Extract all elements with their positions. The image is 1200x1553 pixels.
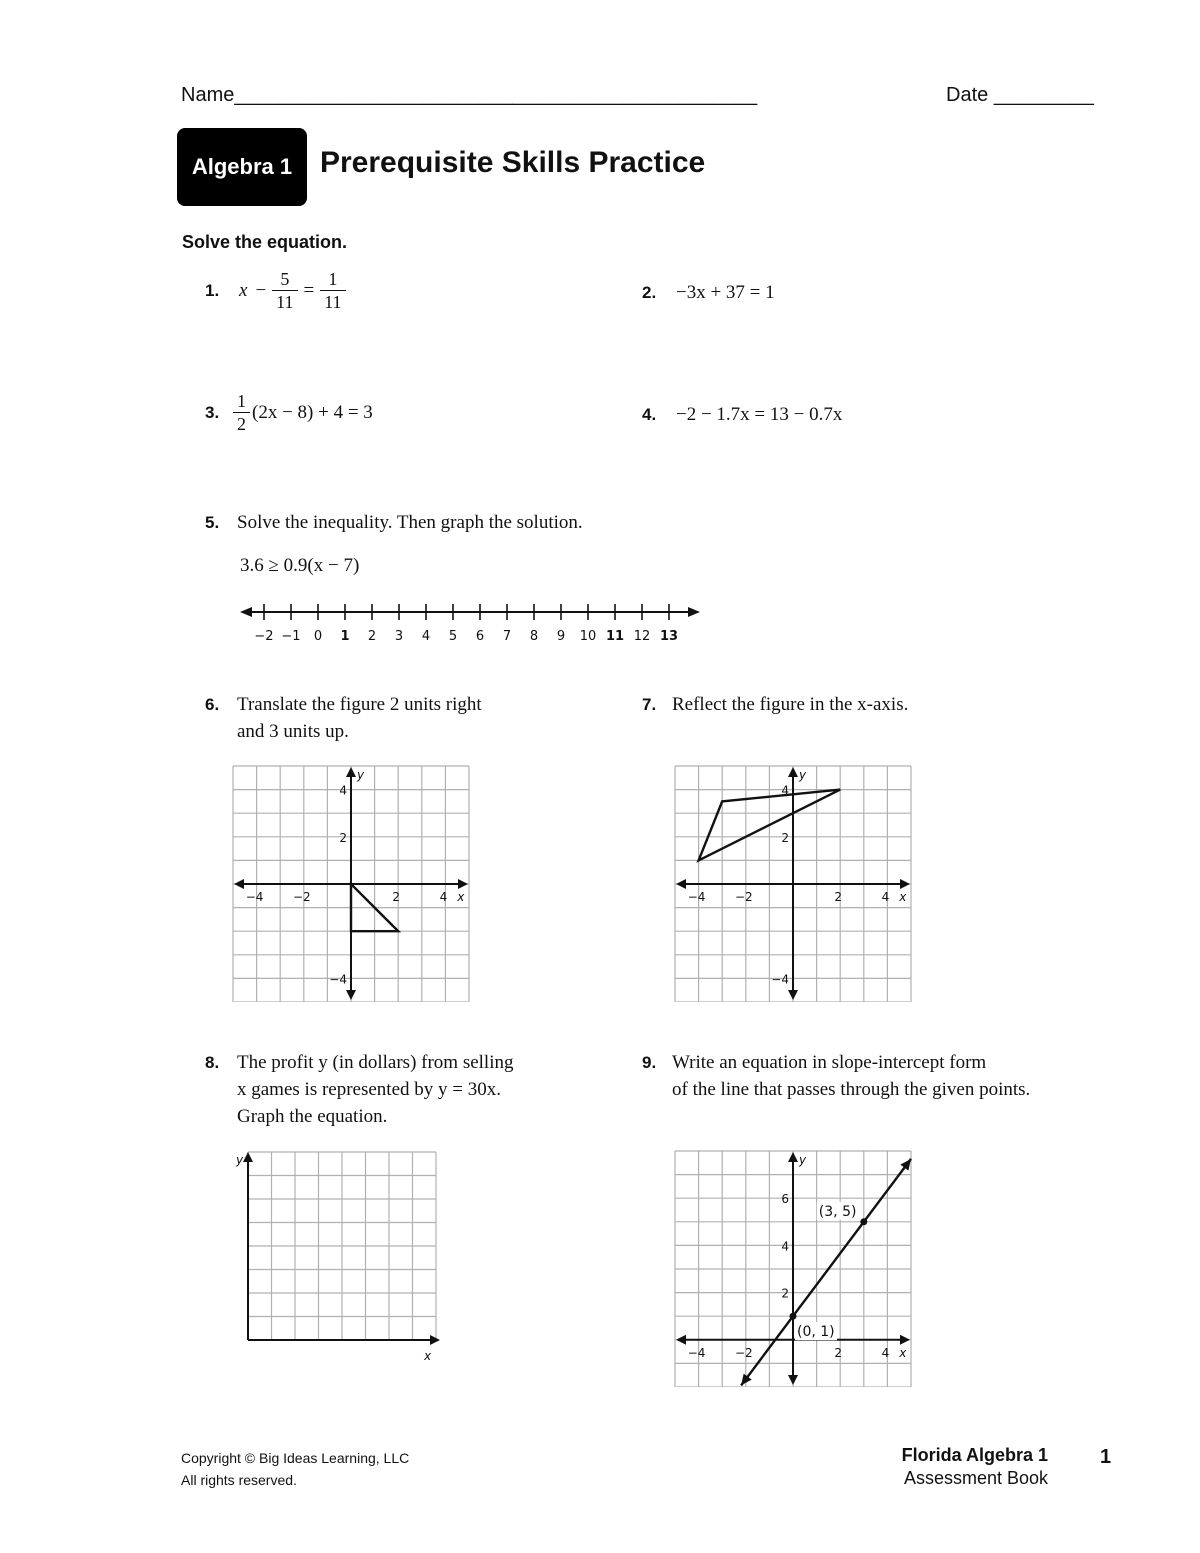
problem-text: Reflect the figure in the x-axis. xyxy=(672,694,909,715)
equals: = xyxy=(303,279,315,301)
problem-number: 8. xyxy=(205,1053,220,1072)
x-tick-label: 4 xyxy=(439,890,448,904)
number-line-label: 8 xyxy=(529,629,539,644)
name-line[interactable] xyxy=(181,84,757,107)
number-line[interactable] xyxy=(236,598,706,650)
copyright: Copyright © Big Ideas Learning, LLC xyxy=(181,1450,410,1466)
copyright-block xyxy=(181,1447,409,1491)
x-axis-label: x xyxy=(424,1349,432,1362)
equation: (2x − 8) + 4 = 3 xyxy=(252,401,373,423)
number-line-label: 13 xyxy=(659,629,679,644)
x-tick-label: −4 xyxy=(687,1345,706,1360)
y-arrow-icon xyxy=(788,767,798,777)
number-line-label: 11 xyxy=(605,629,625,644)
problem-text-line3: Graph the equation. xyxy=(237,1106,388,1127)
fraction xyxy=(233,390,250,435)
problem-number: 5. xyxy=(205,513,220,532)
problem-1 xyxy=(205,268,352,313)
problem-6 xyxy=(205,691,482,745)
right-arrow-icon xyxy=(688,607,700,617)
x-axis-label: x xyxy=(899,1345,907,1360)
x-tick-label: −2 xyxy=(734,1345,753,1360)
x-tick-label: −4 xyxy=(245,890,264,904)
coordinate-grid-7[interactable] xyxy=(674,765,912,1002)
problem-8 xyxy=(205,1049,514,1130)
number-line-label: 9 xyxy=(556,629,566,644)
x-arrow-icon xyxy=(234,879,244,889)
problem-text-line1: Translate the figure 2 units right xyxy=(237,694,482,715)
x-arrow-icon xyxy=(676,879,686,889)
y-axis-label: y xyxy=(357,768,365,782)
coordinate-grid-8[interactable] xyxy=(232,1150,442,1362)
number-line-label: 6 xyxy=(475,629,485,644)
number-line-label: 10 xyxy=(579,629,597,644)
y-arrow-icon xyxy=(346,767,356,777)
y-tick-label: 6 xyxy=(781,1192,789,1207)
number-line-label: −2 xyxy=(254,629,274,644)
y-axis-label: y xyxy=(799,1153,807,1167)
name-blank[interactable]: _______________________________________________ xyxy=(234,84,758,106)
problem-text-line2: of the line that passes through the given points. xyxy=(672,1079,1031,1100)
denominator: 2 xyxy=(233,412,250,435)
fraction xyxy=(272,268,297,313)
problem-text-line1: The profit y (in dollars) from selling xyxy=(237,1052,514,1073)
number-line-label: 2 xyxy=(367,629,377,644)
fraction xyxy=(320,268,345,313)
problem-text-line1: Write an equation in slope-intercept form xyxy=(672,1052,987,1073)
problem-7 xyxy=(642,691,908,718)
coordinate-grid-6[interactable] xyxy=(232,765,470,1002)
problem-number: 3. xyxy=(205,402,220,422)
book-info xyxy=(870,1444,1048,1490)
y-axis-label: y xyxy=(799,768,807,782)
date-line[interactable] xyxy=(946,84,1094,107)
course-badge-label: Algebra 1 xyxy=(191,154,293,179)
y-tick-label: 2 xyxy=(781,1286,789,1301)
x-axis-label: x xyxy=(457,890,465,904)
point-label: (3, 5) xyxy=(818,1203,857,1220)
y-tick-label: −4 xyxy=(771,972,789,987)
point-label: (0, 1) xyxy=(797,1324,835,1341)
left-arrow-icon xyxy=(240,607,252,617)
y-axis-label: y xyxy=(236,1153,244,1167)
operator: − xyxy=(255,279,267,301)
page-number: 1 xyxy=(1100,1446,1112,1468)
numerator: 5 xyxy=(280,269,290,289)
coordinate-grid-9[interactable] xyxy=(674,1150,912,1387)
number-line-label: 0 xyxy=(313,629,323,644)
x-tick-label: 2 xyxy=(834,890,843,904)
book-title: Florida Algebra 1 xyxy=(901,1445,1048,1465)
y-tick-label: 4 xyxy=(339,783,347,798)
x-arrow-icon xyxy=(430,1335,440,1345)
number-line-label: 7 xyxy=(502,629,512,644)
problem-number: 9. xyxy=(642,1053,657,1072)
problem-number: 1. xyxy=(205,280,220,300)
name-label: Name xyxy=(181,84,235,106)
data-point xyxy=(790,1313,797,1320)
x-tick-label: −2 xyxy=(292,890,311,904)
y-arrow-icon xyxy=(788,1152,798,1162)
x-tick-label: 4 xyxy=(881,1345,890,1360)
number-line-label: 3 xyxy=(394,629,404,644)
y-tick-label: 2 xyxy=(781,830,789,845)
book-subtitle: Assessment Book xyxy=(903,1468,1048,1488)
y-arrow-icon xyxy=(788,990,798,1000)
problem-4 xyxy=(642,404,842,426)
y-arrow-icon xyxy=(346,990,356,1000)
x-tick-label: 2 xyxy=(392,890,401,904)
problem-3 xyxy=(205,390,373,435)
problem-number: 7. xyxy=(642,695,657,714)
problem-text-line2: x games is represented by y = 30x. xyxy=(237,1079,501,1100)
x-axis-label: x xyxy=(899,890,907,904)
problem-number: 2. xyxy=(642,283,657,302)
y-tick-label: 4 xyxy=(781,1239,789,1254)
y-tick-label: 4 xyxy=(781,783,789,798)
numerator: 1 xyxy=(328,269,338,289)
problem-text: Solve the inequality. Then graph the solution. xyxy=(237,512,583,533)
x-tick-label: 4 xyxy=(881,890,890,904)
y-arrow-icon xyxy=(243,1152,253,1162)
section-instruction: Solve the equation. xyxy=(182,232,348,252)
x-arrow-icon xyxy=(900,879,910,889)
number-line-label: 4 xyxy=(421,629,431,644)
inequality: 3.6 ≥ 0.9(x − 7) xyxy=(240,555,360,576)
date-blank[interactable]: _________ xyxy=(993,84,1094,106)
problem-number: 4. xyxy=(642,405,657,424)
x-tick-label: 2 xyxy=(834,1345,843,1360)
date-label: Date xyxy=(946,84,989,106)
problem-text-line2: and 3 units up. xyxy=(237,721,349,742)
problem-number: 6. xyxy=(205,695,220,714)
rights: All rights reserved. xyxy=(181,1472,297,1488)
page-title: Prerequisite Skills Practice xyxy=(320,146,706,179)
problem-9 xyxy=(642,1049,1030,1103)
equation: −3x + 37 = 1 xyxy=(676,282,775,303)
number-line-label: 1 xyxy=(340,629,350,644)
number-line-label: 12 xyxy=(633,629,651,644)
course-badge xyxy=(177,128,307,206)
x-arrow-icon xyxy=(676,1335,686,1345)
x-tick-label: −4 xyxy=(687,890,706,904)
data-point xyxy=(860,1218,867,1225)
denominator: 11 xyxy=(320,290,345,313)
problem-2 xyxy=(642,282,775,304)
variable: x xyxy=(239,279,248,301)
number-line-label: 5 xyxy=(448,629,458,644)
y-tick-label: −4 xyxy=(329,972,347,987)
x-tick-label: −2 xyxy=(734,890,753,904)
x-arrow-icon xyxy=(900,1335,910,1345)
equation: −2 − 1.7x = 13 − 0.7x xyxy=(676,404,843,425)
number-line-label: −1 xyxy=(281,629,301,644)
numerator: 1 xyxy=(237,391,246,411)
y-arrow-icon xyxy=(788,1375,798,1385)
problem-5 xyxy=(205,509,583,536)
x-arrow-icon xyxy=(458,879,468,889)
y-tick-label: 2 xyxy=(339,830,347,845)
denominator: 11 xyxy=(272,290,297,313)
